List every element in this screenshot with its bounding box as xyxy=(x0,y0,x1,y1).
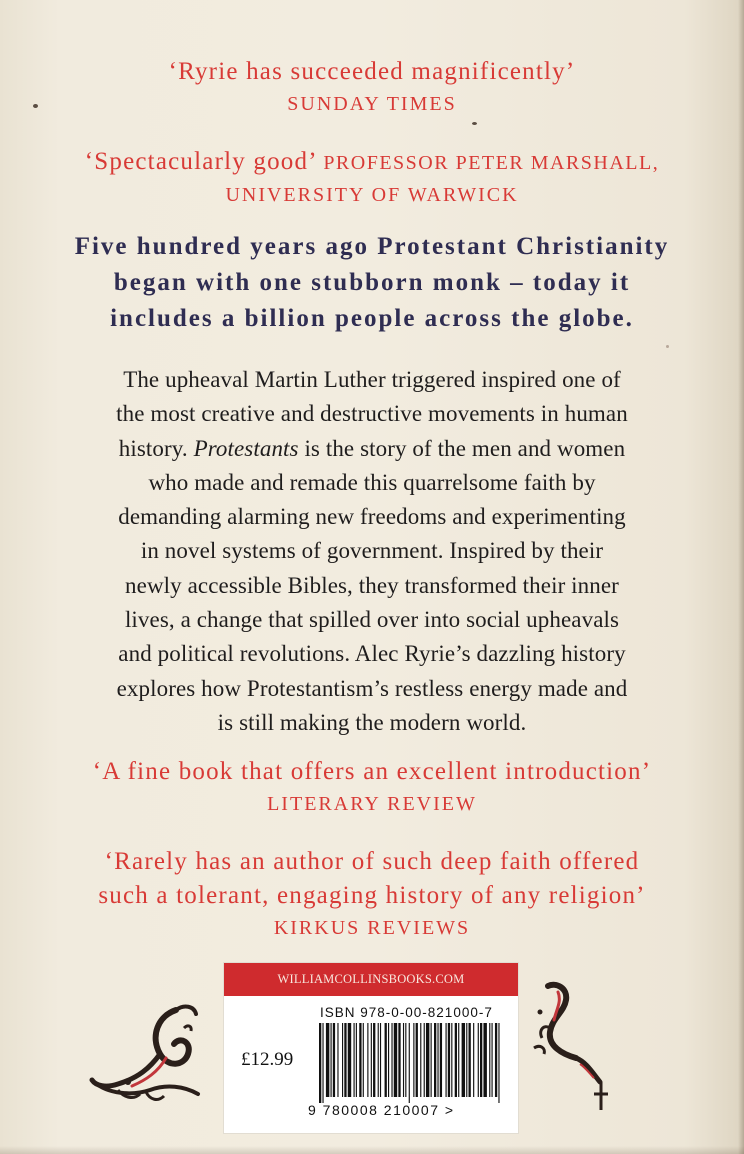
blurb-line: demanding alarming new freedoms and experimenting xyxy=(118,504,626,530)
headline xyxy=(0,229,744,337)
blurb-line: The upheaval Martin Luther triggered inspired one of xyxy=(123,367,621,392)
speck xyxy=(666,345,669,348)
blurb xyxy=(60,363,684,740)
quote-source: SUNDAY TIMES xyxy=(287,93,457,115)
quote-source: PROFESSOR PETER MARSHALL, xyxy=(323,152,660,174)
blurb-line: is still making the modern world. xyxy=(217,709,527,735)
publisher-website: WILLIAMCOLLINSBOOKS.COM xyxy=(224,963,518,996)
headline-line: includes a billion people across the globe. xyxy=(110,305,634,332)
right-ornament-icon xyxy=(528,978,618,1118)
quote-source: KIRKUS REVIEWS xyxy=(273,917,471,939)
quote-source-affiliation: UNIVERSITY OF WARWICK xyxy=(225,184,519,206)
blurb-line: lives, a change that spilled over into social upheavals xyxy=(124,607,620,633)
edge-shadow xyxy=(738,0,744,1154)
barcode-icon xyxy=(319,1023,503,1103)
price-label: £12.99 xyxy=(241,1049,294,1070)
quote-source: LITERARY REVIEW xyxy=(267,793,477,815)
quote-kirkus xyxy=(0,845,744,943)
blurb-line xyxy=(60,432,684,466)
quote-sunday-times xyxy=(0,55,744,119)
barcode-digits: 9 780008 210007 > xyxy=(308,1102,455,1118)
speck xyxy=(33,104,38,108)
book-title-italic: Protestants xyxy=(193,435,299,461)
blurb-line: the most creative and destructive movements in human xyxy=(116,401,628,427)
blurb-line: who made and remade this quarrelsome faith by xyxy=(148,469,596,495)
quote-line: such a tolerant, engaging history of any religion’ xyxy=(98,882,646,909)
quote-line: ‘Rarely has an author of such deep faith offered xyxy=(104,848,640,875)
edge-shadow xyxy=(0,1146,744,1154)
quote-text: ‘Ryrie has succeeded magnificently’ xyxy=(168,58,576,85)
blurb-text: is the story of the men and women xyxy=(298,435,626,461)
blurb-line: in novel systems of government. Inspired by their xyxy=(140,538,604,564)
quote-line xyxy=(0,145,744,180)
quote-marshall xyxy=(0,145,744,210)
quote-text: ‘Spectacularly good’ xyxy=(84,148,316,175)
speck xyxy=(472,122,477,125)
blurb-text: history. xyxy=(118,435,194,461)
quote-literary-review xyxy=(0,755,744,819)
headline-line: Five hundred years ago Protestant Christianity xyxy=(74,233,670,260)
blurb-line: and political revolutions. Alec Ryrie’s dazzling history xyxy=(118,641,626,667)
barcode-panel xyxy=(224,963,518,1133)
left-ornament-icon xyxy=(88,998,218,1116)
blurb-line: explores how Protestantism’s restless energy made and xyxy=(116,675,628,701)
quote-text: ‘A fine book that offers an excellent introduction’ xyxy=(92,758,652,785)
blurb-line: newly accessible Bibles, they transformed their inner xyxy=(125,572,619,598)
isbn-label: ISBN 978-0-00-821000-7 xyxy=(320,1005,493,1020)
headline-line: began with one stubborn monk – today it xyxy=(113,269,631,296)
